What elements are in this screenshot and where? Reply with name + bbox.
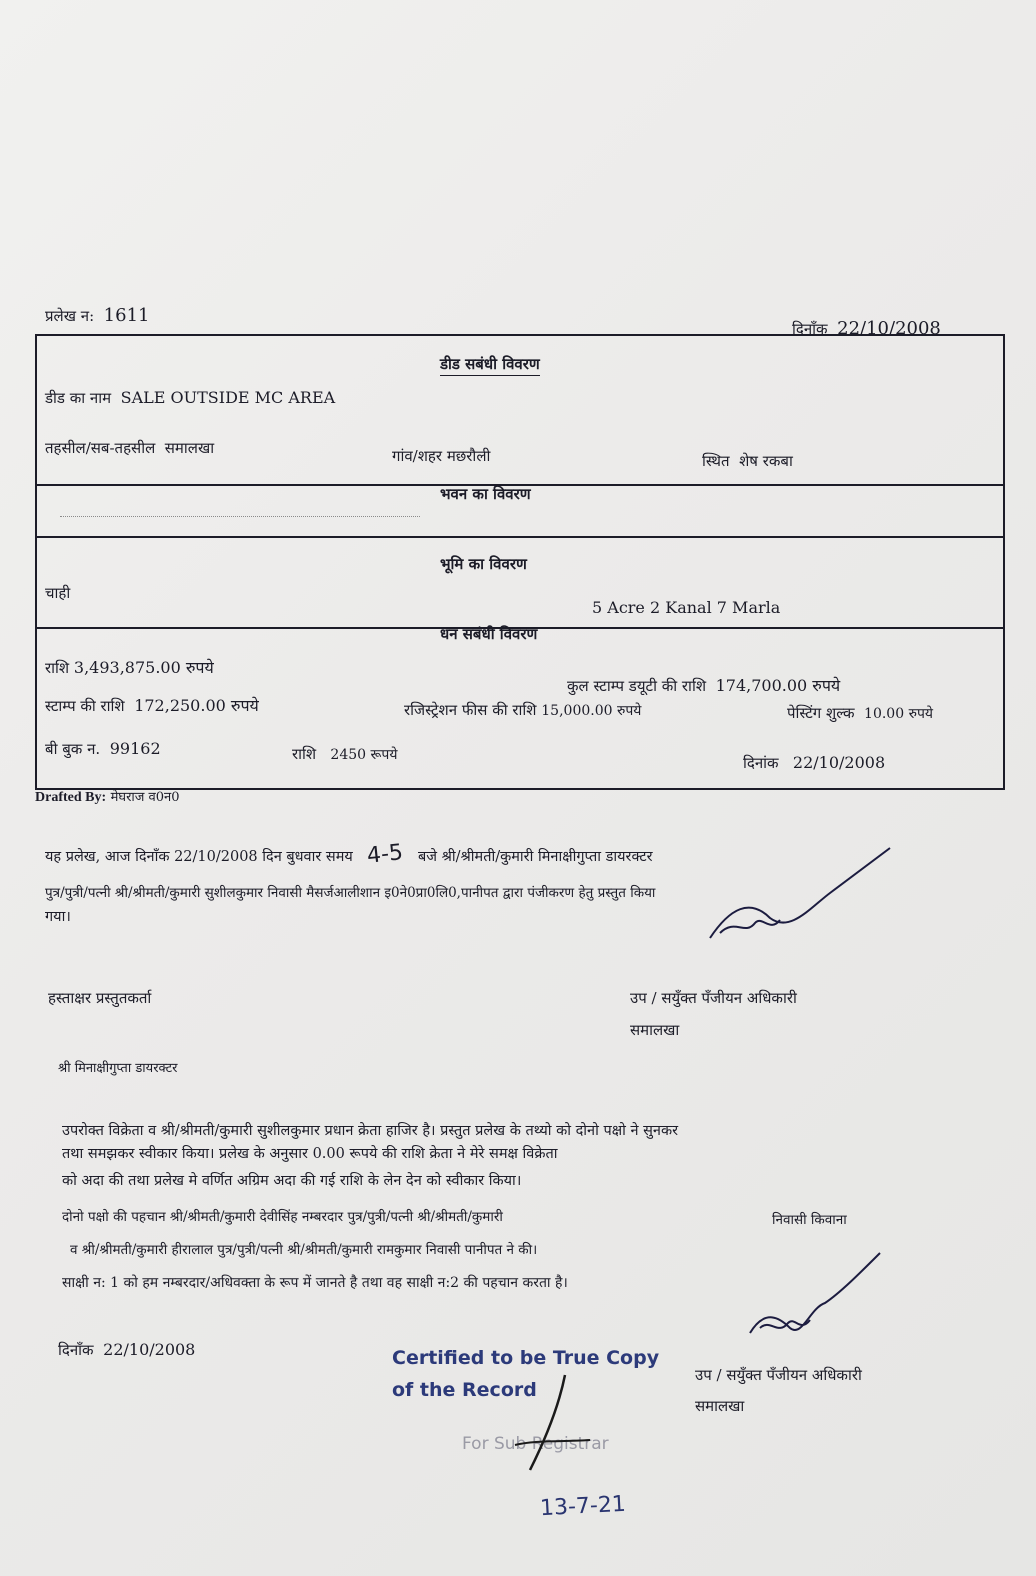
b-book-number: बी बुक न. 99162 — [45, 739, 161, 758]
location: स्थित शेष रकबा — [702, 452, 793, 470]
acceptance-line-6: साक्षी न: 1 को हम नम्बरदार/अधिवक्ता के रूप में जानते है तथा वह साक्षी न:2 की पहचान करता है। — [62, 1275, 568, 1291]
acceptance-line-4-residence: निवासी किवाना — [772, 1212, 847, 1228]
land-area: 5 Acre 2 Kanal 7 Marla — [592, 598, 781, 617]
registrar-stamp-faint: For Sub Registrar — [462, 1434, 609, 1454]
b-book-date: दिनांक 22/10/2008 — [743, 753, 886, 772]
tehsil: तहसील/सब-तहसील समालखा — [45, 439, 215, 457]
doc-number: प्रलेख न: 1611 — [45, 305, 150, 326]
presenter-signature-label: हस्ताक्षर प्रस्तुतकर्ता — [48, 989, 152, 1007]
b-book-amount: राशि 2450 रूपये — [292, 745, 398, 763]
presentation-line-2: पुत्र/पुत्री/पत्नी श्री/श्रीमती/कुमारी सुशीलकुमार निवासी मैसर्जआलीशान इ0ने0प्रा0लि0,पानीपत द्वारा पंजीकरण हेतु प्रस्तुत किया — [45, 885, 656, 901]
officer-signature-upper — [690, 838, 900, 958]
blank-line — [60, 516, 420, 517]
acceptance-line-4: दोनो पक्षो की पहचान श्री/श्रीमती/कुमारी देवीसिंह नम्बरदार पुत्र/पुत्री/पत्नी श्री/श्रीमती/कुमारी — [62, 1209, 503, 1225]
divider-line — [35, 536, 1005, 538]
deed-name: डीड का नाम SALE OUTSIDE MC AREA — [45, 388, 336, 407]
acceptance-line-5: व श्री/श्रीमती/कुमारी हीरालाल पुत्र/पुत्री/पत्नी श्री/श्रीमती/कुमारी रामकुमार निवासी पानीपत ने की। — [70, 1242, 538, 1258]
officer-title: उप / सयुँक्त पँजीयन अधिकारी — [630, 989, 797, 1007]
handwritten-time: 4-5 — [366, 840, 405, 869]
acceptance-line-2: तथा समझकर स्वीकार किया। प्रलेख के अनुसार 0.00 रूपये की राशि क्रेता ने मेरे समक्ष विक्रेता — [62, 1146, 558, 1162]
pasting-fee: पेस्टिंग शुल्क 10.00 रुपये — [787, 704, 934, 722]
land-type: चाही — [45, 584, 71, 602]
presentation-line-3: गया। — [45, 909, 71, 925]
doc-date: दिनाँक 22/10/2008 — [792, 318, 941, 339]
officer-signature-lower — [740, 1248, 890, 1348]
footer-date: दिनाँक 22/10/2008 — [58, 1340, 196, 1359]
land-heading: भूमि का विवरण — [440, 555, 527, 573]
total-amount: राशि 3,493,875.00 रुपये — [45, 658, 214, 677]
footer-officer-place: समालखा — [695, 1397, 745, 1415]
acceptance-line-3: को अदा की तथा प्रलेख मे वर्णित अग्रिम अदा की गई राशि के लेन देन को स्वीकार किया। — [62, 1173, 522, 1189]
stamp-amount: स्टाम्प की राशि 172,250.00 रुपये — [45, 696, 259, 715]
money-heading: धन सबंधी विवरण — [440, 625, 538, 643]
certified-copy-stamp: Certified to be True Copy of the Record — [392, 1347, 660, 1401]
deed-heading: डीड सबंधी विवरण — [440, 354, 540, 376]
handwritten-date: 13-7-21 — [539, 1491, 627, 1522]
building-heading: भवन का विवरण — [440, 485, 531, 503]
total-stamp-duty: कुल स्टाम्प डयूटी की राशि 174,700.00 रुपये — [567, 676, 841, 695]
village: गांव/शहर मछरौली — [392, 447, 491, 465]
acceptance-line-1: उपरोक्त विक्रेता व श्री/श्रीमती/कुमारी सुशीलकुमार प्रधान क्रेता हाजिर है। प्रस्तुत प्रलेख के तथ्यो को दोनो पक्षो ने सुनकर — [62, 1123, 679, 1139]
drafted-by: Drafted By: मेघराज व0न0 — [35, 790, 180, 805]
officer-place: समालखा — [630, 1021, 680, 1039]
registration-fee: रजिस्ट्रेशन फीस की राशि 15,000.00 रुपये — [404, 701, 642, 719]
presentation-line-1: यह प्रलेख, आज दिनाँक 22/10/2008 दिन बुधवार समय 4-5 बजे श्री/श्रीमती/कुमारी मिनाक्षीगुप्ता डायरक्टर — [45, 840, 653, 869]
presenter-name: श्री मिनाक्षीगुप्ता डायरक्टर — [58, 1061, 178, 1076]
footer-officer-title: उप / सयुँक्त पँजीयन अधिकारी — [695, 1366, 862, 1384]
certifier-signature — [510, 1370, 600, 1480]
